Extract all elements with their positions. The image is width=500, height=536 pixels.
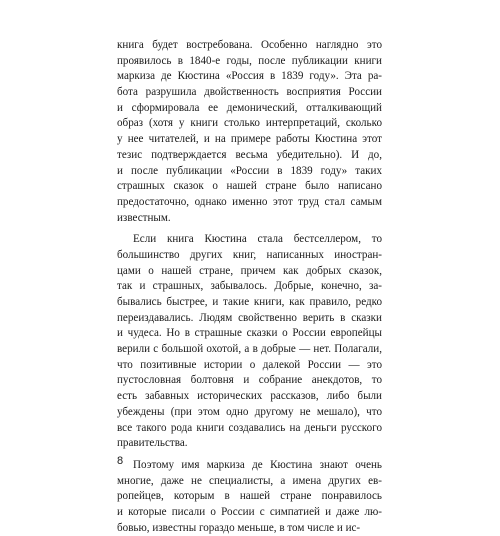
text-line: тезис подтверждается весьма убедительно). И до, xyxy=(117,148,382,161)
text-line: так и страшных, забывалось. Добрые, конечно, за- xyxy=(117,280,382,293)
text-line: что позитивные истории о далекой России — это xyxy=(117,358,382,371)
body-text xyxy=(117,38,382,536)
text-line: и после публикации «России в 1839 году» таких xyxy=(117,164,382,177)
text-line: все такого рода книги создавались на деньги русского xyxy=(117,421,382,434)
text-line: переиздавались. Людям свойственно верить в сказки xyxy=(117,311,382,324)
text-line: страшных сказок о нашей стране было написано xyxy=(117,180,382,193)
text-line: правительства. xyxy=(117,437,188,450)
text-line: предостаточно, однако именно этот труд стал самым xyxy=(117,195,382,208)
text-line: пустословная болтовня и собрание анекдотов, то xyxy=(117,374,382,387)
paragraph xyxy=(117,232,382,452)
text-line: Поэтому имя маркиза де Кюстина знают очень xyxy=(133,458,382,471)
text-line: бота разрушила двойственность восприятия России xyxy=(117,86,382,99)
text-line: книга будет востребована. Особенно наглядно это xyxy=(117,39,382,51)
text-line: и которые писали о России с симпатией и даже лю- xyxy=(117,505,382,518)
text-line: есть забавных исторических рассказов, либо были xyxy=(117,390,382,403)
paragraph xyxy=(117,458,382,536)
text-line: бовью, известны гораздо меньше, в том числе и ис- xyxy=(117,521,361,534)
text-line: проявилось в 1840-е годы, после публикации книги xyxy=(117,54,382,67)
text-line: и сформировала ее демонический, отталкивающий xyxy=(117,101,382,114)
text-line: Если книга Кюстина стала бестселлером, то xyxy=(133,233,382,246)
text-line: образ (хотя у книги столько интерпретаций, сколько xyxy=(117,117,382,130)
text-line: многие, даже не специалисты, а имена других ев- xyxy=(117,474,382,487)
text-line: верили с большой охотой, а в добрые — нет. Полагали, xyxy=(117,343,382,356)
text-line: бывались быстрее, и такие книги, как правило, редко xyxy=(117,296,382,308)
text-line: у нее читателей, и на примере работы Кюстина этот xyxy=(117,133,382,146)
text-line: известным. xyxy=(117,211,171,224)
text-line: и чудеса. Но в страшные сказки о России европейцы xyxy=(117,327,382,340)
paragraph xyxy=(117,38,382,226)
text-line: убеждены (при этом одно другому не мешало), что xyxy=(117,405,382,418)
text-line: большинство других книг, написанных иностран- xyxy=(117,248,382,261)
text-line: ропейцев, которым в нашей стране понравилось xyxy=(117,490,382,503)
text-line: маркиза де Кюстина «Россия в 1839 году». Эта ра- xyxy=(117,70,382,83)
text-line: цами о нашей стране, причем как добрых сказок, xyxy=(117,264,382,277)
page-number: 8 xyxy=(117,455,124,467)
